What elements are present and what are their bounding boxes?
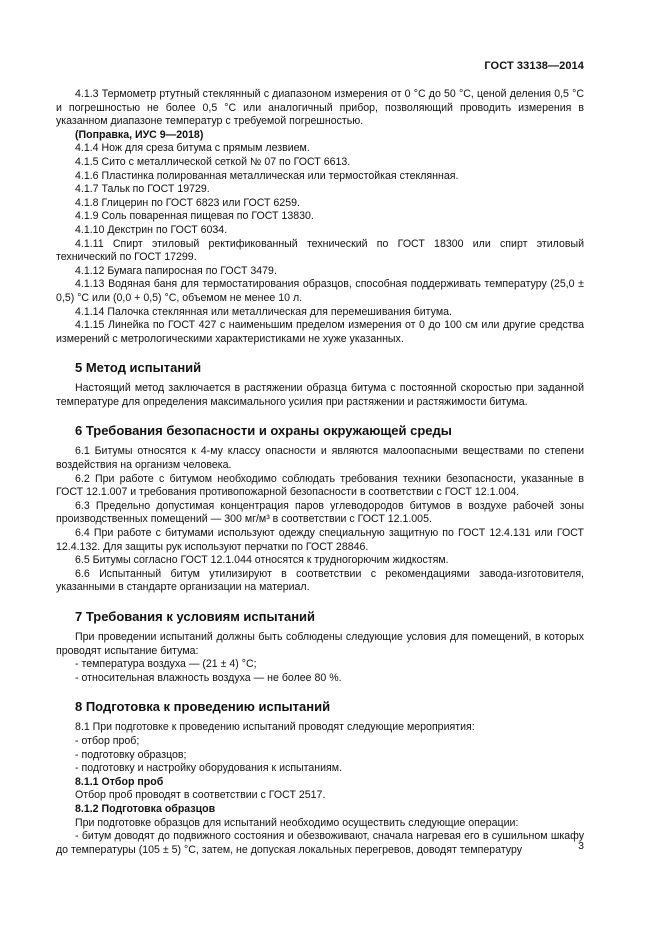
clause-4-1-7: 4.1.7 Тальк по ГОСТ 19729. [75, 183, 210, 196]
section-6-heading: 6 Требования безопасности и охраны окружающей среды [75, 423, 452, 439]
clause-4-1-9: 4.1.9 Соль поваренная пищевая по ГОСТ 13830. [75, 210, 314, 223]
clause-8-1-1-heading: 8.1.1 Отбор проб [75, 775, 164, 788]
clause-4-1-13: 4.1.13 Водяная баня для термостатирования образцов, способная поддерживать температуру (25,0 ± 0,5) °С или (0,0 + 0,5) °С, объемом не менее 10 л. [56, 278, 584, 304]
clause-4-1-11: 4.1.11 Спирт этиловый ректификованный технический по ГОСТ 18300 или спирт этиловый технический по ГОСТ 17299. [56, 237, 584, 264]
document-code: ГОСТ 33138—2014 [484, 60, 584, 72]
clause-8-1-2-heading: 8.1.2 Подготовка образцов [75, 802, 216, 815]
page-content [56, 88, 584, 857]
list-item: - отбор проб; [75, 734, 140, 747]
clause-8-1-2-text: При подготовке образцов для испытаний необходимо осуществить следующие операции: [75, 816, 519, 829]
clause-8-1: 8.1 При подготовке к проведению испытаний проводят следующие мероприятия: [75, 721, 475, 734]
amendment-note: (Поправка, ИУС 9—2018) [75, 128, 204, 141]
section-7-text: При проведении испытаний должны быть соблюдены следующие условия для помещений, в которых проводят испытание битума: [56, 631, 584, 657]
clause-6-3: 6.3 Предельно допустимая концентрация паров углеводородов битумов в воздухе рабочей зоны производственных помещений — 300 мг/м³ в соответствии с ГОСТ 12.1.005. [56, 499, 584, 526]
list-item: - относительная влажность воздуха — не более 80 %. [75, 671, 342, 684]
section-5-heading: 5 Метод испытаний [75, 360, 202, 376]
clause-4-1-3: 4.1.3 Термометр ртутный стеклянный с диапазоном измерения от 0 °С до 50 °С, ценой деления 0,5 °С и погрешностью не более 0,5 °С или аналогичный прибор, позволяющий проводить измерения в указанном диапазоне температур с требуемой погрешностью. [56, 88, 584, 128]
clause-4-1-4: 4.1.4 Нож для среза битума с прямым лезвием. [75, 142, 310, 155]
clause-4-1-6: 4.1.6 Пластинка полированная металлическая или термостойкая стеклянная. [75, 169, 459, 182]
clause-4-1-14: 4.1.14 Палочка стеклянная или металлическая для перемешивания битума. [75, 305, 452, 318]
clause-4-1-5: 4.1.5 Сито с металлической сеткой № 07 по ГОСТ 6613. [75, 155, 351, 168]
section-7-heading: 7 Требования к условиям испытаний [75, 609, 316, 624]
clause-4-1-10: 4.1.10 Декстрин по ГОСТ 6034. [75, 223, 228, 236]
clause-6-1: 6.1 Битумы относятся к 4-му классу опасности и являются малоопасными веществами по степени воздействия на организм человека. [56, 445, 584, 472]
clause-6-4: 6.4 При работе с битумами используют одежду специальную защитную по ГОСТ 12.4.131 или ГОСТ 12.4.132. Для защиты рук используют перчатки по ГОСТ 28846. [56, 527, 584, 553]
clause-6-2: 6.2 При работе с битумом необходимо соблюдать требования техники безопасности, указанные в ГОСТ 12.1.007 и требования противопожарной безопасности в соответствии с ГОСТ 12.1.004. [56, 472, 584, 499]
clause-4-1-8: 4.1.8 Глицерин по ГОСТ 6823 или ГОСТ 6259. [75, 196, 300, 209]
section-5-text: Настоящий метод заключается в растяжении образца битума с постоянной скоростью при заданной температуре для определения максимального усилия при растяжении и растяжимости битума. [56, 382, 584, 408]
list-item: - температура воздуха — (21 ± 4) °С; [75, 658, 257, 671]
list-item: - подготовку образцов; [75, 748, 187, 761]
clause-6-5: 6.5 Битумы согласно ГОСТ 12.1.044 относятся к трудногорючим жидкостям. [75, 554, 449, 567]
clause-8-1-1-text: Отбор проб проводят в соответствии с ГОСТ 2517. [75, 789, 326, 802]
clause-6-6: 6.6 Испытанный битум утилизируют в соответствии с рекомендациями завода-изготовителя, указанными в стандарте организации на материал. [56, 567, 584, 594]
list-item: - подготовку и настройку оборудования к испытаниям. [75, 762, 343, 775]
clause-4-1-15: 4.1.15 Линейка по ГОСТ 427 с наименьшим пределом измерения от 0 до 100 см или другие средства измерений с метрологическими характеристиками не хуже указанных. [56, 319, 584, 345]
clause-8-1-2-step: - битум доводят до подвижного состояния и обезвоживают, сначала нагревая его в сушильном шкафу до температуры (105 ± 5) °С, затем, не допуская локальных перегревов, доводят температуру [56, 830, 584, 856]
section-8-heading: 8 Подготовка к проведению испытаний [75, 699, 331, 715]
clause-4-1-12: 4.1.12 Бумага папиросная по ГОСТ 3479. [75, 264, 277, 277]
page-number: 3 [578, 840, 584, 852]
